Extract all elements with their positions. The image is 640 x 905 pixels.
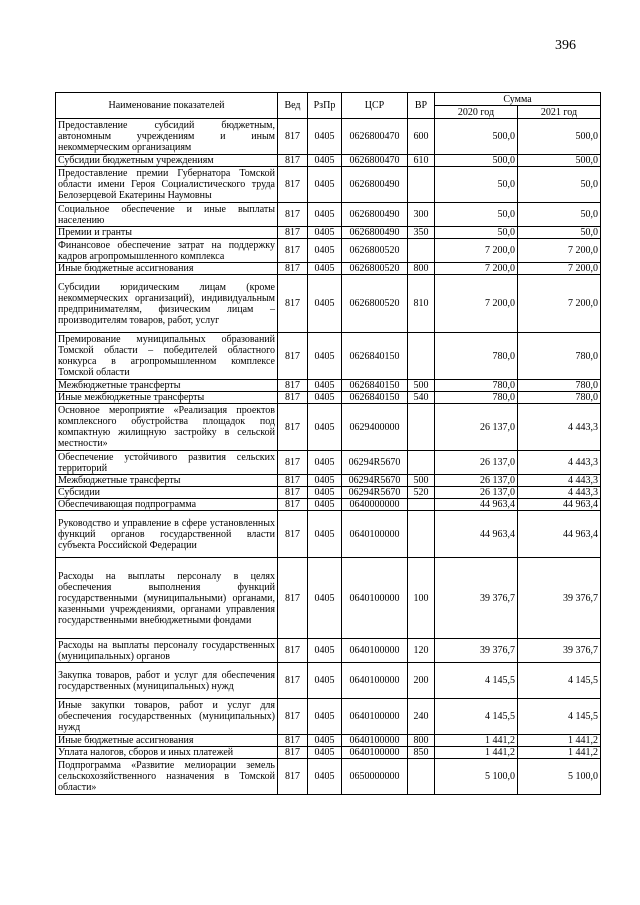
- row-sum-2020: 44 963,4: [435, 511, 518, 558]
- table-row: [56, 639, 601, 663]
- header-rzpr: РзПр: [308, 93, 342, 119]
- table-row: [56, 333, 601, 380]
- row-ved: 817: [278, 558, 308, 639]
- row-sum-2020: 780,0: [435, 392, 518, 404]
- row-csr: 0629400000: [342, 404, 408, 451]
- row-sum-2021: 1 441,2: [518, 735, 601, 747]
- table-row: [56, 404, 601, 451]
- table-row: [56, 380, 601, 392]
- row-ved: 817: [278, 167, 308, 203]
- row-sum-2021: 780,0: [518, 333, 601, 380]
- row-sum-2021: 39 376,7: [518, 639, 601, 663]
- row-rzpr: 0405: [308, 263, 342, 275]
- row-ved: 817: [278, 275, 308, 333]
- row-rzpr: 0405: [308, 203, 342, 227]
- row-ved: 817: [278, 487, 308, 499]
- table-row: [56, 203, 601, 227]
- row-csr: 0640000000: [342, 499, 408, 511]
- row-sum-2021: 780,0: [518, 380, 601, 392]
- row-vr: 200: [408, 663, 435, 699]
- row-sum-2020: 26 137,0: [435, 475, 518, 487]
- row-rzpr: 0405: [308, 119, 342, 155]
- row-rzpr: 0405: [308, 392, 342, 404]
- row-name: Подпрограмма «Развитие мелиорации земель сельскохозяйственного назначения в Томской области»: [56, 759, 278, 795]
- table-row: [56, 499, 601, 511]
- row-ved: 817: [278, 404, 308, 451]
- row-csr: 0626800520: [342, 263, 408, 275]
- row-vr: [408, 499, 435, 511]
- row-csr: 0626800470: [342, 119, 408, 155]
- header-vr: ВР: [408, 93, 435, 119]
- row-rzpr: 0405: [308, 735, 342, 747]
- row-sum-2020: 1 441,2: [435, 747, 518, 759]
- row-csr: 0640100000: [342, 558, 408, 639]
- row-rzpr: 0405: [308, 404, 342, 451]
- row-name: Социальное обеспечение и иные выплаты населению: [56, 203, 278, 227]
- row-rzpr: 0405: [308, 227, 342, 239]
- table-row: [56, 558, 601, 639]
- row-sum-2020: 7 200,0: [435, 239, 518, 263]
- table-row: [56, 699, 601, 735]
- row-sum-2021: 4 443,3: [518, 475, 601, 487]
- row-csr: 0626800490: [342, 167, 408, 203]
- row-sum-2020: 500,0: [435, 119, 518, 155]
- row-sum-2020: 780,0: [435, 333, 518, 380]
- header-name: Наименование показателей: [56, 93, 278, 119]
- row-sum-2021: 4 145,5: [518, 699, 601, 735]
- row-vr: 350: [408, 227, 435, 239]
- row-vr: 520: [408, 487, 435, 499]
- row-vr: [408, 404, 435, 451]
- row-sum-2020: 1 441,2: [435, 735, 518, 747]
- row-name: Субсидии бюджетным учреждениям: [56, 155, 278, 167]
- row-csr: 06294R5670: [342, 475, 408, 487]
- row-ved: 817: [278, 747, 308, 759]
- row-vr: 600: [408, 119, 435, 155]
- table-row: [56, 167, 601, 203]
- table-row: [56, 119, 601, 155]
- row-sum-2021: 7 200,0: [518, 263, 601, 275]
- row-sum-2020: 50,0: [435, 203, 518, 227]
- row-name: Руководство и управление в сфере установленных функций органов государственной власти субъекта Российской Федерации: [56, 511, 278, 558]
- table-row: [56, 451, 601, 475]
- row-csr: 0626840150: [342, 333, 408, 380]
- row-ved: 817: [278, 119, 308, 155]
- row-csr: 0640100000: [342, 639, 408, 663]
- row-name: Иные бюджетные ассигнования: [56, 263, 278, 275]
- row-csr: 0626800470: [342, 155, 408, 167]
- header-sum: Сумма: [435, 93, 601, 106]
- row-ved: 817: [278, 380, 308, 392]
- table-row: [56, 487, 601, 499]
- row-vr: 500: [408, 475, 435, 487]
- row-ved: 817: [278, 227, 308, 239]
- row-name: Обеспечение устойчивого развития сельских территорий: [56, 451, 278, 475]
- row-sum-2021: 4 443,3: [518, 404, 601, 451]
- row-sum-2020: 500,0: [435, 155, 518, 167]
- row-rzpr: 0405: [308, 155, 342, 167]
- row-vr: 300: [408, 203, 435, 227]
- row-rzpr: 0405: [308, 333, 342, 380]
- row-sum-2020: 26 137,0: [435, 404, 518, 451]
- row-sum-2020: 26 137,0: [435, 487, 518, 499]
- row-vr: [408, 759, 435, 795]
- row-rzpr: 0405: [308, 239, 342, 263]
- table-row: [56, 275, 601, 333]
- row-rzpr: 0405: [308, 380, 342, 392]
- row-csr: 0640100000: [342, 747, 408, 759]
- row-csr: 0626840150: [342, 392, 408, 404]
- row-sum-2021: 5 100,0: [518, 759, 601, 795]
- row-sum-2021: 4 443,3: [518, 451, 601, 475]
- row-rzpr: 0405: [308, 699, 342, 735]
- row-csr: 0640100000: [342, 699, 408, 735]
- row-sum-2020: 26 137,0: [435, 451, 518, 475]
- row-name: Финансовое обеспечение затрат на поддержку кадров агропромышленного комплекса: [56, 239, 278, 263]
- row-ved: 817: [278, 735, 308, 747]
- table-row: [56, 392, 601, 404]
- row-csr: 0640100000: [342, 511, 408, 558]
- budget-table: [55, 92, 601, 795]
- row-sum-2021: 500,0: [518, 155, 601, 167]
- row-name: Субсидии: [56, 487, 278, 499]
- row-sum-2021: 50,0: [518, 167, 601, 203]
- row-vr: 540: [408, 392, 435, 404]
- row-ved: 817: [278, 699, 308, 735]
- row-rzpr: 0405: [308, 639, 342, 663]
- row-sum-2021: 1 441,2: [518, 747, 601, 759]
- row-vr: [408, 333, 435, 380]
- row-sum-2020: 39 376,7: [435, 558, 518, 639]
- row-vr: 810: [408, 275, 435, 333]
- row-sum-2021: 500,0: [518, 119, 601, 155]
- row-ved: 817: [278, 639, 308, 663]
- row-name: Предоставление премии Губернатора Томской области имени Героя Социалистического труда Белозерцевой Екатерины Наумовны: [56, 167, 278, 203]
- row-name: Иные закупки товаров, работ и услуг для обеспечения государственных (муниципальных) нужд: [56, 699, 278, 735]
- row-name: Иные бюджетные ассигнования: [56, 735, 278, 747]
- row-sum-2021: 44 963,4: [518, 499, 601, 511]
- row-vr: [408, 511, 435, 558]
- row-sum-2021: 50,0: [518, 227, 601, 239]
- row-rzpr: 0405: [308, 663, 342, 699]
- row-name: Премирование муниципальных образований Томской области – победителей областного конкурса в агропромышленном комплексе Томской области: [56, 333, 278, 380]
- table-row: [56, 735, 601, 747]
- header-ved: Вед: [278, 93, 308, 119]
- row-ved: 817: [278, 759, 308, 795]
- row-csr: 0626840150: [342, 380, 408, 392]
- table-row: [56, 239, 601, 263]
- row-rzpr: 0405: [308, 275, 342, 333]
- row-rzpr: 0405: [308, 499, 342, 511]
- row-vr: 100: [408, 558, 435, 639]
- table-row: [56, 227, 601, 239]
- row-csr: 0626800520: [342, 239, 408, 263]
- row-sum-2020: 7 200,0: [435, 263, 518, 275]
- row-ved: 817: [278, 155, 308, 167]
- row-sum-2021: 7 200,0: [518, 239, 601, 263]
- page-number: 396: [555, 38, 576, 53]
- row-vr: 120: [408, 639, 435, 663]
- row-ved: 817: [278, 499, 308, 511]
- row-csr: 0626800490: [342, 227, 408, 239]
- row-sum-2021: 4 145,5: [518, 663, 601, 699]
- row-sum-2021: 39 376,7: [518, 558, 601, 639]
- row-name: Иные межбюджетные трансферты: [56, 392, 278, 404]
- row-sum-2020: 50,0: [435, 167, 518, 203]
- row-sum-2020: 39 376,7: [435, 639, 518, 663]
- row-sum-2021: 4 443,3: [518, 487, 601, 499]
- table-row: [56, 155, 601, 167]
- row-vr: [408, 451, 435, 475]
- row-name: Расходы на выплаты персоналу государственных (муниципальных) органов: [56, 639, 278, 663]
- row-name: Обеспечивающая подпрограмма: [56, 499, 278, 511]
- row-vr: 240: [408, 699, 435, 735]
- row-rzpr: 0405: [308, 167, 342, 203]
- row-rzpr: 0405: [308, 747, 342, 759]
- table-row: [56, 759, 601, 795]
- row-ved: 817: [278, 239, 308, 263]
- row-rzpr: 0405: [308, 511, 342, 558]
- row-sum-2021: 50,0: [518, 203, 601, 227]
- row-ved: 817: [278, 511, 308, 558]
- row-sum-2020: 5 100,0: [435, 759, 518, 795]
- row-rzpr: 0405: [308, 558, 342, 639]
- table-row: [56, 263, 601, 275]
- row-rzpr: 0405: [308, 759, 342, 795]
- row-sum-2021: 7 200,0: [518, 275, 601, 333]
- row-ved: 817: [278, 333, 308, 380]
- header-csr: ЦСР: [342, 93, 408, 119]
- row-name: Расходы на выплаты персоналу в целях обеспечения выполнения функций государственными (муниципальными) органами, казенными учреждениями, органами управления государственными внебюджетными фондами: [56, 558, 278, 639]
- row-rzpr: 0405: [308, 475, 342, 487]
- table-row: [56, 663, 601, 699]
- row-sum-2020: 7 200,0: [435, 275, 518, 333]
- row-ved: 817: [278, 451, 308, 475]
- row-sum-2021: 780,0: [518, 392, 601, 404]
- row-name: Предоставление субсидий бюджетным, автономным учреждениям и иным некоммерческим организациям: [56, 119, 278, 155]
- header-year-2021: 2021 год: [518, 106, 601, 119]
- header-year-2020: 2020 год: [435, 106, 518, 119]
- row-sum-2020: 50,0: [435, 227, 518, 239]
- row-sum-2020: 4 145,5: [435, 663, 518, 699]
- row-sum-2020: 44 963,4: [435, 499, 518, 511]
- row-csr: 0626800520: [342, 275, 408, 333]
- row-ved: 817: [278, 203, 308, 227]
- row-ved: 817: [278, 475, 308, 487]
- row-name: Уплата налогов, сборов и иных платежей: [56, 747, 278, 759]
- row-ved: 817: [278, 263, 308, 275]
- row-name: Премии и гранты: [56, 227, 278, 239]
- row-name: Субсидии юридическим лицам (кроме некоммерческих организаций), индивидуальным предпринимателям, физическим лицам – производителям товаров, работ, услуг: [56, 275, 278, 333]
- row-rzpr: 0405: [308, 487, 342, 499]
- row-name: Закупка товаров, работ и услуг для обеспечения государственных (муниципальных) нужд: [56, 663, 278, 699]
- table-row: [56, 511, 601, 558]
- row-vr: [408, 239, 435, 263]
- row-vr: [408, 167, 435, 203]
- row-sum-2020: 4 145,5: [435, 699, 518, 735]
- row-vr: 800: [408, 735, 435, 747]
- row-vr: 610: [408, 155, 435, 167]
- row-csr: 0640100000: [342, 735, 408, 747]
- row-vr: 800: [408, 263, 435, 275]
- row-rzpr: 0405: [308, 451, 342, 475]
- row-name: Межбюджетные трансферты: [56, 475, 278, 487]
- row-name: Основное мероприятие «Реализация проектов комплексного обустройства площадок под компактную жилищную застройку в сельской местности»: [56, 404, 278, 451]
- row-ved: 817: [278, 663, 308, 699]
- row-csr: 0640100000: [342, 663, 408, 699]
- row-csr: 06294R5670: [342, 487, 408, 499]
- row-name: Межбюджетные трансферты: [56, 380, 278, 392]
- row-sum-2020: 780,0: [435, 380, 518, 392]
- row-csr: 06294R5670: [342, 451, 408, 475]
- table-row: [56, 475, 601, 487]
- row-csr: 0626800490: [342, 203, 408, 227]
- row-sum-2021: 44 963,4: [518, 511, 601, 558]
- table-row: [56, 747, 601, 759]
- row-csr: 0650000000: [342, 759, 408, 795]
- row-ved: 817: [278, 392, 308, 404]
- row-vr: 850: [408, 747, 435, 759]
- row-vr: 500: [408, 380, 435, 392]
